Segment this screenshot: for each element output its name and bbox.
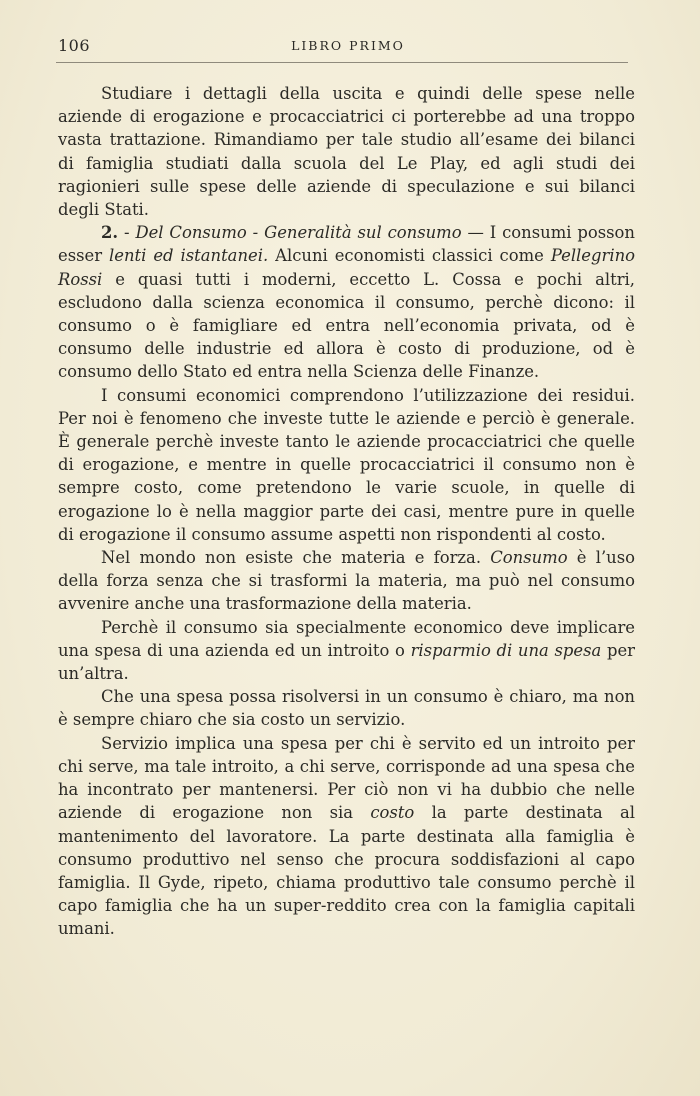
body-text: [58, 82, 635, 941]
paragraph-2-italic-1: lenti ed istantanei.: [109, 246, 269, 266]
paragraph-4-italic-1: Consumo: [490, 548, 568, 568]
paragraph-2-text-3: e quasi tutti i moderni, eccetto L. Cossa e pochi altri, escludono dalla scienza economica il consumo, perchè dicono: il consumo o è famigliare ed entra nell’economia privata, od è consumo delle industrie ed allora è costo di produzione, od è consumo dello Stato ed entra nella Scienza delle Finanze.: [58, 269, 635, 382]
header-rule: [56, 62, 628, 63]
paragraph-2-text-1: — I consumi posson esser: [58, 223, 635, 266]
paragraph-7-text-1: Servizio implica una spesa per chi è servito ed un introito per chi serve, ma tale introito, a chi serve, corrisponde ad una spesa che ha incontrato per mantenersi. Per ciò non vi ha dubbio che nelle aziende di erogazione non sia: [58, 733, 635, 823]
paragraph-4-text-2: è l’uso della forza senza che si trasformi la materia, ma può nel consumo avvenire anche una trasformazione della materia.: [58, 548, 635, 614]
paragraph-2: [58, 221, 635, 383]
paragraph-7: [58, 732, 635, 941]
page-header: [58, 36, 638, 60]
section-number: 2.: [101, 223, 119, 243]
running-head: LIBRO PRIMO: [291, 38, 405, 53]
section-dash: -: [118, 223, 136, 243]
paragraph-2-text-2: Alcuni economisti classici come: [268, 246, 551, 266]
paragraph-5-italic-1: risparmio di una spesa: [410, 640, 602, 660]
paragraph-5-text-1: Perchè il consumo sia specialmente economico deve implicare una spesa di una azienda ed un introito o: [58, 617, 635, 660]
paragraph-4-text-1: Nel mondo non esiste che materia e forza.: [101, 548, 491, 568]
paragraph-2-italic-2: Pellegrino Rossi: [58, 246, 635, 289]
paragraph-6: Che una spesa possa risolversi in un consumo è chiaro, ma non è sempre chiaro che sia costo un servizio.: [58, 687, 635, 730]
page-number: 106: [58, 36, 91, 55]
paragraph-5-text-2: per un’altra.: [58, 640, 635, 684]
paragraph-7-text-2: la parte destinata al mantenimento del lavoratore. La parte destinata alla famiglia è consumo produttivo nel senso che procura soddisfazioni al capo famiglia. Il Gyde, ripeto, chiama produttivo tale consumo perchè il capo famiglia che ha un super-reddito crea con la famiglia capitali umani.: [58, 803, 635, 939]
paragraph-5: [58, 616, 635, 686]
section-heading: Del Consumo - Generalità sul consumo: [135, 223, 462, 243]
paragraph-1: Studiare i dettagli della uscita e quindi delle spese nelle aziende di erogazione e procacciatrici ci porterebbe ad una troppo vasta trattazione. Rimandiamo per tale studio all’esame dei bilanci di famiglia studiati dalla scuola del Le Play, ed agli studi dei ragionieri sulle spese delle aziende di speculazione e sui bilanci degli Stati.: [58, 84, 635, 220]
paragraph-7-italic-1: costo: [370, 803, 415, 823]
paragraph-3: I consumi economici comprendono l’utilizzazione dei residui. Per noi è fenomeno che investe tutte le aziende e perciò è generale. È generale perchè investe tanto le aziende procacciatrici che quelle di erogazione, e mentre in quelle procacciatrici il consumo non è sempre costo, come pretendono le varie scuole, in quelle di erogazione lo è nella maggior parte dei casi, mentre pure in quelle di erogazione il consumo assume aspetti non rispondenti al costo.: [58, 385, 635, 544]
paragraph-4: [58, 546, 635, 616]
